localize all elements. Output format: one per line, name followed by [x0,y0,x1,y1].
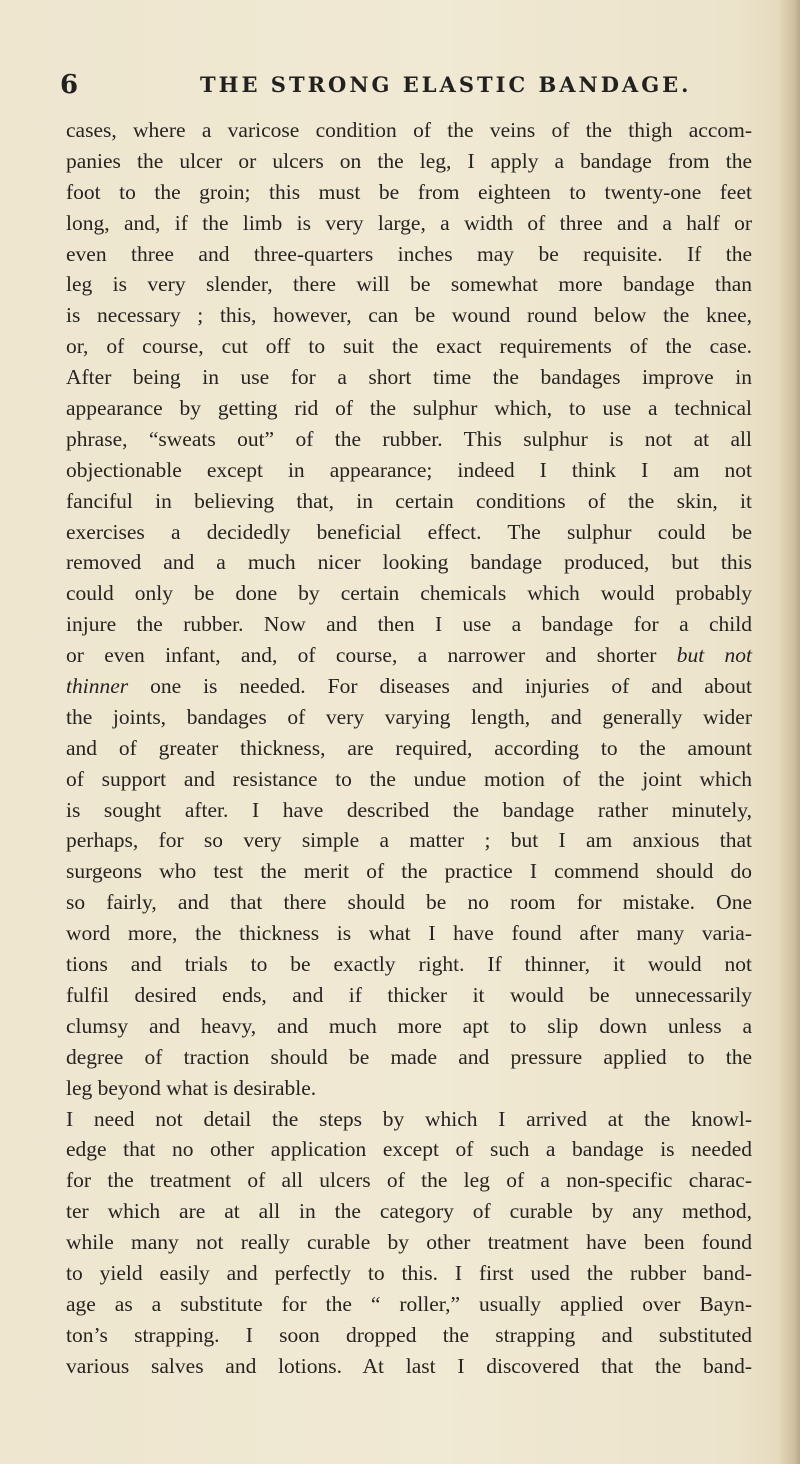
text-line: leg beyond what is desirable. [66,1075,317,1100]
page-header [60,70,750,100]
text-line: for the treatment of all ulcers of the leg of a non-specific charac- [66,1168,752,1193]
body-text [66,115,752,1382]
text-line: word more, the thickness is what I have found after many varia- [66,921,752,946]
running-head: THE STRONG ELASTIC BANDAGE. [200,72,692,97]
text-line: and of greater thickness, are required, according to the amount [66,735,752,760]
text-line-with-italic [66,671,752,702]
text-line: ton’s strapping. I soon dropped the strapping and substituted [66,1322,752,1347]
text-line: ter which are at all in the category of curable by any method, [66,1199,752,1224]
italic-fragment: thinner [66,674,129,699]
text-line: age as a substitute for the “ roller,” usually applied over Bayn- [66,1291,752,1316]
text-line: to yield easily and perfectly to this. I first used the rubber band- [66,1260,752,1285]
text-line: could only be done by certain chemicals which would probably [66,581,752,606]
text-line: even three and three-quarters inches may be requisite. If the [66,241,752,266]
text-line: or, of course, cut off to suit the exact requirements of the case. [66,334,752,359]
text-line: is sought after. I have described the bandage rather minutely, [66,797,752,822]
text-line: edge that no other application except of such a bandage is needed [66,1137,752,1162]
text-line: perhaps, for so very simple a matter ; but I am anxious that [66,828,752,853]
text-line: injure the rubber. Now and then I use a bandage for a child [66,612,752,637]
text-line: phrase, “sweats out” of the rubber. This sulphur is not at all [66,426,752,451]
text-line: foot to the groin; this must be from eighteen to twenty-one feet [66,179,752,204]
text-line: of support and resistance to the undue motion of the joint which [66,766,752,791]
text-line: while many not really curable by other treatment have been found [66,1230,752,1255]
text-fragment: one is needed. For diseases and injuries of and about [150,674,752,699]
text-line: removed and a much nicer looking bandage produced, but this [66,550,752,575]
text-line: degree of traction should be made and pressure applied to the [66,1044,752,1069]
text-fragment: or even infant, and, of course, a narrower and shorter [66,643,657,668]
text-line: tions and trials to be exactly right. If thinner, it would not [66,952,752,977]
page-number: 6 [60,70,79,100]
text-line-with-italic [66,640,752,671]
text-line: so fairly, and that there should be no room for mistake. One [66,890,752,915]
text-line: cases, where a varicose condition of the veins of the thigh accom- [66,118,752,142]
text-line: appearance by getting rid of the sulphur which, to use a technical [66,396,752,421]
text-line: fulfil desired ends, and if thicker it would be unnecessarily [66,982,752,1007]
text-line: is necessary ; this, however, can be wound round below the knee, [66,303,752,328]
text-line: surgeons who test the merit of the practice I commend should do [66,859,752,884]
text-line: fanciful in believing that, in certain conditions of the skin, it [66,488,752,513]
text-line: exercises a decidedly beneficial effect. The sulphur could be [66,519,752,544]
italic-fragment: but not [676,643,752,668]
text-line: clumsy and heavy, and much more apt to slip down unless a [66,1013,752,1038]
text-line: After being in use for a short time the bandages improve in [66,365,752,390]
text-line: the joints, bandages of very varying length, and generally wider [66,704,752,729]
text-line: long, and, if the limb is very large, a width of three and a half or [66,210,752,235]
text-line: objectionable except in appearance; indeed I think I am not [66,457,752,482]
text-line: panies the ulcer or ulcers on the leg, I apply a bandage from the [66,148,752,173]
text-line: I need not detail the steps by which I arrived at the knowl- [66,1106,752,1131]
page-edge-shadow [778,0,800,1464]
text-line: various salves and lotions. At last I discovered that the band- [66,1353,752,1378]
text-line: leg is very slender, there will be somewhat more bandage than [66,272,752,297]
